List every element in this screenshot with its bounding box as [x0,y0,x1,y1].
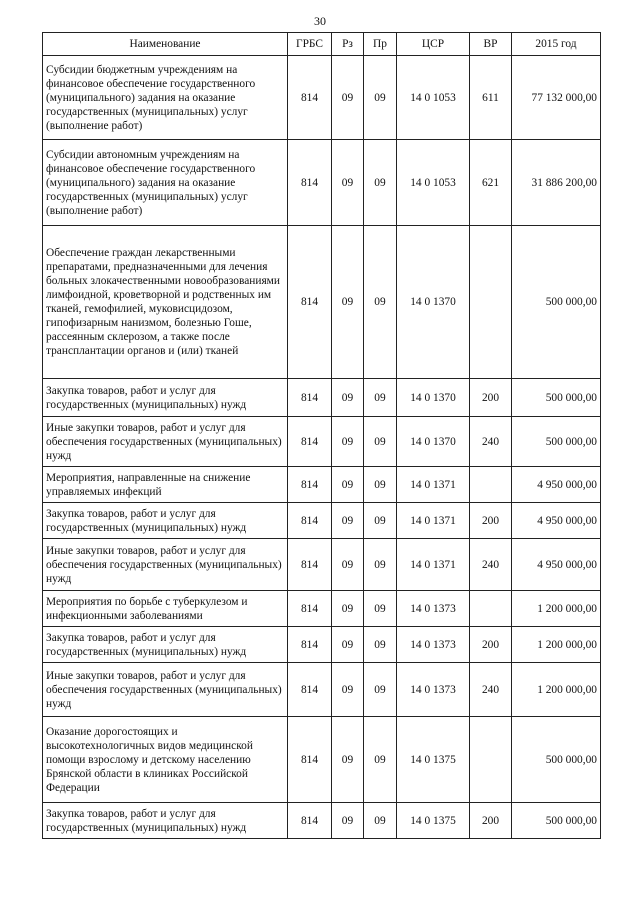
header-grbs: ГРБС [288,33,332,56]
table-row [43,379,601,417]
row-grbs: 814 [288,226,332,379]
row-name: Обеспечение граждан лекарственными препаратами, предназначенными для лечения больных злокачественными новообразованиями лимфоидной, кроветворной и родственных им тканей, гемофилией, муковисцидозом, гипофизарным нанизмом, болезнью Гоше, рассеянным склерозом, а также после трансплантации органов и (или) тканей [43,226,288,379]
row-pr: 09 [364,56,397,140]
row-amount: 1 200 000,00 [512,663,601,717]
row-pr: 09 [364,467,397,503]
row-grbs: 814 [288,591,332,627]
row-amount: 4 950 000,00 [512,539,601,591]
row-rz: 09 [332,627,364,663]
row-rz: 09 [332,379,364,417]
row-amount: 77 132 000,00 [512,56,601,140]
row-rz: 09 [332,663,364,717]
budget-table [42,32,601,839]
header-csr: ЦСР [397,33,470,56]
row-grbs: 814 [288,627,332,663]
row-amount: 4 950 000,00 [512,503,601,539]
row-csr: 14 0 1053 [397,140,470,226]
row-pr: 09 [364,663,397,717]
row-grbs: 814 [288,379,332,417]
row-vr [470,591,512,627]
table-row [43,539,601,591]
row-csr: 14 0 1370 [397,417,470,467]
header-year: 2015 год [512,33,601,56]
header-pr: Пр [364,33,397,56]
table-row [43,503,601,539]
row-pr: 09 [364,417,397,467]
row-pr: 09 [364,717,397,803]
row-csr: 14 0 1370 [397,379,470,417]
row-amount: 1 200 000,00 [512,627,601,663]
row-grbs: 814 [288,717,332,803]
table-row [43,591,601,627]
row-pr: 09 [364,803,397,839]
table-row [43,803,601,839]
row-rz: 09 [332,503,364,539]
row-vr: 200 [470,379,512,417]
row-name: Субсидии бюджетным учреждениям на финансовое обеспечение государственного (муниципального) задания на оказание государственных (муниципальных) услуг (выполнение работ) [43,56,288,140]
table-row [43,56,601,140]
row-vr: 240 [470,417,512,467]
row-csr: 14 0 1371 [397,467,470,503]
row-vr [470,467,512,503]
row-rz: 09 [332,591,364,627]
row-name: Закупка товаров, работ и услуг для государственных (муниципальных) нужд [43,379,288,417]
row-name: Мероприятия по борьбе с туберкулезом и инфекционными заболеваниями [43,591,288,627]
row-amount: 4 950 000,00 [512,467,601,503]
row-grbs: 814 [288,467,332,503]
row-name: Субсидии автономным учреждениям на финансовое обеспечение государственного (муниципального) задания на оказание государственных (муниципальных) услуг (выполнение работ) [43,140,288,226]
row-csr: 14 0 1371 [397,539,470,591]
row-grbs: 814 [288,503,332,539]
table-row [43,467,601,503]
row-rz: 09 [332,803,364,839]
row-pr: 09 [364,379,397,417]
row-pr: 09 [364,627,397,663]
row-rz: 09 [332,226,364,379]
row-grbs: 814 [288,417,332,467]
row-vr [470,717,512,803]
row-rz: 09 [332,417,364,467]
row-vr: 240 [470,663,512,717]
row-rz: 09 [332,140,364,226]
row-amount: 500 000,00 [512,226,601,379]
row-pr: 09 [364,140,397,226]
row-rz: 09 [332,539,364,591]
header-vr: ВР [470,33,512,56]
table-row [43,417,601,467]
row-csr: 14 0 1053 [397,56,470,140]
row-name: Оказание дорогостоящих и высокотехнологичных видов медицинской помощи взрослому и детскому населению Брянской области в клиниках Российской Федерации [43,717,288,803]
table-header-row [43,33,601,56]
row-name: Иные закупки товаров, работ и услуг для обеспечения государственных (муниципальных) нужд [43,663,288,717]
row-amount: 500 000,00 [512,803,601,839]
row-name: Закупка товаров, работ и услуг для государственных (муниципальных) нужд [43,503,288,539]
row-rz: 09 [332,467,364,503]
row-name: Мероприятия, направленные на снижение управляемых инфекций [43,467,288,503]
table-row [43,663,601,717]
row-csr: 14 0 1373 [397,627,470,663]
row-vr: 240 [470,539,512,591]
row-csr: 14 0 1373 [397,663,470,717]
row-amount: 31 886 200,00 [512,140,601,226]
row-vr: 621 [470,140,512,226]
row-csr: 14 0 1375 [397,717,470,803]
table-row [43,717,601,803]
row-vr [470,226,512,379]
row-pr: 09 [364,539,397,591]
header-rz: Рз [332,33,364,56]
row-name: Иные закупки товаров, работ и услуг для обеспечения государственных (муниципальных) нужд [43,417,288,467]
row-csr: 14 0 1370 [397,226,470,379]
row-name: Закупка товаров, работ и услуг для государственных (муниципальных) нужд [43,803,288,839]
table-row [43,627,601,663]
row-pr: 09 [364,226,397,379]
row-amount: 500 000,00 [512,417,601,467]
row-vr: 200 [470,503,512,539]
row-rz: 09 [332,56,364,140]
row-grbs: 814 [288,663,332,717]
row-pr: 09 [364,503,397,539]
row-csr: 14 0 1371 [397,503,470,539]
row-name: Иные закупки товаров, работ и услуг для обеспечения государственных (муниципальных) нужд [43,539,288,591]
row-amount: 1 200 000,00 [512,591,601,627]
row-grbs: 814 [288,140,332,226]
row-amount: 500 000,00 [512,717,601,803]
row-vr: 611 [470,56,512,140]
row-amount: 500 000,00 [512,379,601,417]
header-name: Наименование [43,33,288,56]
row-grbs: 814 [288,56,332,140]
row-csr: 14 0 1375 [397,803,470,839]
row-name: Закупка товаров, работ и услуг для государственных (муниципальных) нужд [43,627,288,663]
row-grbs: 814 [288,803,332,839]
row-rz: 09 [332,717,364,803]
row-grbs: 814 [288,539,332,591]
row-vr: 200 [470,803,512,839]
table-row [43,226,601,379]
page-number: 30 [314,14,326,28]
row-csr: 14 0 1373 [397,591,470,627]
row-vr: 200 [470,627,512,663]
row-pr: 09 [364,591,397,627]
table-row [43,140,601,226]
